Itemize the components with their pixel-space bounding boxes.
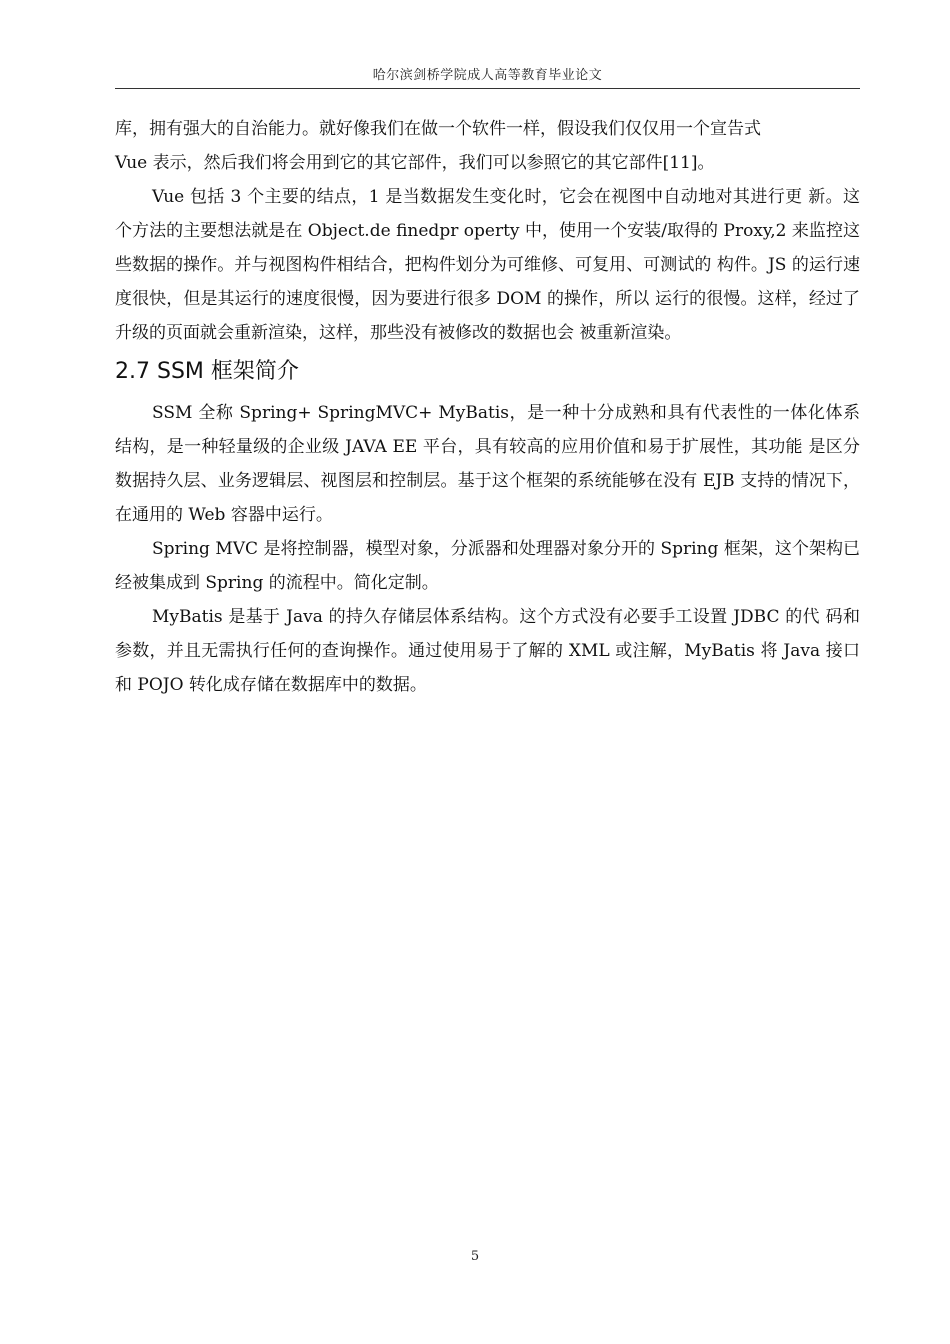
paragraph-spring-mvc: Spring MVC 是将控制器，模型对象，分派器和处理器对象分开的 Spring 框架，这个架构已经被集成到 Spring 的流程中。简化定制。 xyxy=(115,539,860,593)
page-header: 哈尔滨剑桥学院成人高等教育毕业论文 xyxy=(372,68,603,83)
paragraph-mybatis: MyBatis 是基于 Java 的持久存储层体系结构。这个方式没有必要手工设置 JDBC 的代 码和参数，并且无需执行任何的查询操作。通过使用易于了解的 XML 或注解，MyBatis 将 Java 接口和 POJO 转化成存储在数据库中的数据。 xyxy=(115,607,860,695)
paragraph-vue-features: Vue 包括 3 个主要的结点，1 是当数据发生变化时，它会在视图中自动地对其进行更 新。这个方法的主要想法就是在 Object.de finedpr operty 中，使用一个安装/取得的 Proxy,2 来监控这些数据的操作。并与视图构件相结合，把构件划分为可维修、可复用、可测试的 构件。JS 的运行速度很快，但是其运行的速度很慢，因为要进行很多 DOM 的操作，所以 运行的很慢。这样，经过了升级的页面就会重新渲染，这样，那些没有被修改的数据也会 被重新渲染。 xyxy=(115,187,860,343)
paragraph-continuation-line-1: 库，拥有强大的自治能力。就好像我们在做一个软件一样，假设我们仅仅用一个宣告式 xyxy=(115,119,761,139)
document-body xyxy=(115,112,860,702)
section-heading-ssm: 2.7 SSM 框架简介 xyxy=(115,359,299,384)
paragraph-continuation-line-2: Vue 表示，然后我们将会用到它的其它部件，我们可以参照它的其它部件[11]。 xyxy=(115,153,715,173)
paragraph-ssm-overview: SSM 全称 Spring+ SpringMVC+ MyBatis，是一种十分成熟和具有代表性的一体化体系 结构，是一种轻量级的企业级 JAVA EE 平台，具有较高的应用价值和易于扩展性，其功能 是区分数据持久层、业务逻辑层、视图层和控制层。基于这个框架的系统能够在没有 EJB 支持的情况下，在通用的 Web 容器中运行。 xyxy=(115,403,860,525)
header-divider xyxy=(115,88,860,89)
page-number: 5 xyxy=(470,1249,480,1264)
